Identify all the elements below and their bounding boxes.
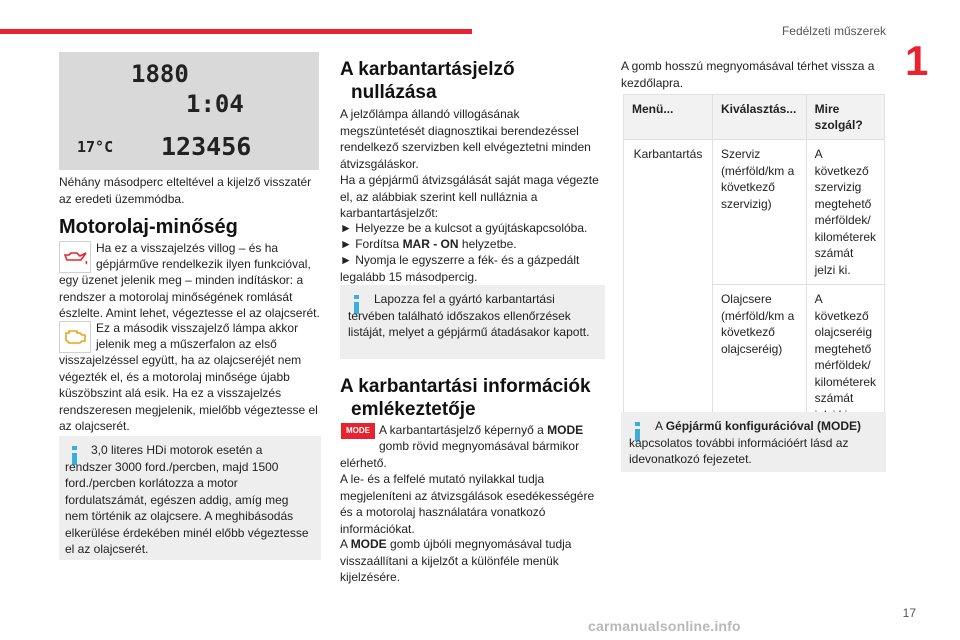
table-row xyxy=(624,140,885,285)
table-cell: A következő szervizig megtehető mérföldek/ kilométerek számát jelzi ki. xyxy=(806,140,884,285)
home-return-para: A gomb hosszú megnyomásával térhet vissza a kezdőlapra. xyxy=(621,59,875,90)
table-cell: A következő olajcseréig megtehető mérföldek/ kilométerek számát xyxy=(806,285,884,430)
info-vehicle-config-text xyxy=(629,418,877,468)
oil-para1-lead: Ha ez a visszajelzés villog – és ha xyxy=(96,241,279,255)
oil-para1-line2: gépjárműve rendelkezik ilyen funkcióval, xyxy=(96,257,311,271)
info-maintenance-text: Lapozza fel a gyártó karbantartási tervében található időszakos ellenőrzések listáját, melyet a gépjármű átadásakor kapott. xyxy=(348,292,590,339)
table-header-cell: Kiválasztás... xyxy=(712,95,806,140)
reset-step1: ► Helyezze be a kulcsot a gyújtáskapcsolóba. xyxy=(340,221,588,235)
reset-para2: Ha a gépjármű átvizsgálását saját maga végezte el, az alábbiak szerint kell nulláznia a karbantartásjelzőt: xyxy=(340,173,599,220)
info-box-maintenance-plan xyxy=(340,285,605,359)
reset-heading-line1: A karbantartásjelző xyxy=(340,59,515,80)
lcd-odometer: 123456 xyxy=(161,132,252,161)
chapter-number: 1 xyxy=(905,37,929,84)
mode-para2-rest: gomb újbóli megnyomásával tudja visszaállítani a kijelzőt a különféle menük kijelzésére. xyxy=(340,537,572,584)
lcd-top-value: 1880 xyxy=(131,60,189,88)
table-header-cell: Mire szolgál? xyxy=(806,95,884,140)
lcd-time: 1:04 xyxy=(186,90,244,118)
lcd-temperature: 17°C xyxy=(77,138,114,156)
info-hdi-text: 3,0 literes HDi motorok esetén a rendszer 3000 ford./percben, majd 1500 ford./percben korlátozza a motor fordulatszámát, egészen addig, amíg meg nem történik az olajcsere. A meghibásodás elkerülése érdekében minél előbb végeztesse el az olajcserét. xyxy=(65,443,309,556)
table-cell: Szerviz (mérföld/km a következő szervizig) xyxy=(712,140,806,285)
page-number: 17 xyxy=(902,606,916,620)
info-box-vehicle-config xyxy=(621,412,886,472)
mode-para2-bold: MODE xyxy=(350,537,387,551)
reset-para1: A jelzőlámpa állandó villogásának megszüntetését diagnosztikai berendezéssel rendelkező szervizben kell elvégeztetni minden átvizsgáláskor. xyxy=(340,107,591,171)
table-header-cell: Menü... xyxy=(624,95,713,140)
oil-para2-line2: jelenik meg a műszerfalon az első xyxy=(96,337,277,351)
mode-button-icon: MODE xyxy=(341,423,375,439)
reset-step2-pre: ► Fordítsa xyxy=(340,237,403,251)
reset-step2-post: helyzetbe. xyxy=(458,237,517,251)
oil-para2-lead: Ez a második visszajelző lámpa akkor xyxy=(96,321,299,335)
lcd-caption: Néhány másodperc elteltével a kijelző visszatér az eredeti üzemmódba. xyxy=(59,175,312,206)
mode-para-pre: A karbantartásjelző képernyő a xyxy=(379,423,548,437)
info-config-bold: Gépjármű konfigurációval (MODE) xyxy=(665,419,862,433)
table-header-row xyxy=(624,95,885,140)
instrument-display-image xyxy=(59,52,319,170)
reminder-heading-line1: A karbantartási információk xyxy=(340,376,591,397)
info-box-hdi xyxy=(59,436,321,560)
reminder-heading-line2: emlékeztetője xyxy=(351,399,476,420)
info-config-rest: kapcsolatos további információért lásd az idevonatkozó fejezetet. xyxy=(629,435,849,466)
mode-para-lead xyxy=(379,422,605,439)
menu-table xyxy=(623,94,885,430)
reset-step2 xyxy=(340,236,605,253)
mode-para2 xyxy=(340,536,605,586)
table-cell: Olajcsere (mérföld/km a következő olajcseréig) xyxy=(712,285,806,430)
reset-step3: ► Nyomja le egyszerre a fék- és a gázpedált legalább 15 másodpercig. xyxy=(340,253,580,284)
watermark: carmanualsonline.info xyxy=(588,618,741,634)
table-cell: Karbantartás xyxy=(624,140,713,430)
oil-can-icon xyxy=(59,241,91,273)
info-config-pre: A xyxy=(655,419,666,433)
mode-para-rest: gomb rövid megnyomásával bármikor elérhető. xyxy=(340,439,580,470)
oil-para2-rest: visszajelzéssel együtt, ha az olajcseréjét nem végezték el, és a motorolaj minősége újabb küszöbszint alá esik. Ha ez a visszajelzés rendszeresen megjelenik, mielőbb végeztesse el az olajcserét. xyxy=(59,353,318,433)
reset-heading-line2: nullázása xyxy=(351,82,437,103)
mode-para2-pre: A xyxy=(340,537,351,551)
mode-para-bold: MODE xyxy=(547,423,584,437)
reset-step2-bold: MAR - ON xyxy=(402,237,459,251)
section-title: Fedélzeti műszerek xyxy=(781,24,886,38)
engine-check-icon xyxy=(59,321,91,353)
oil-quality-heading: Motorolaj-minőség xyxy=(59,216,238,238)
header-accent-bar xyxy=(0,29,472,34)
oil-para1-rest: egy üzenet jelenik meg – minden indításkor: a rendszer a motorolaj minőségének romlását észlelte. Amint lehet, végeztesse el az olajcserét. xyxy=(59,273,320,320)
arrows-para: A le- és a felfelé mutató nyilakkal tudja megjeleníteni az átvizsgálások esedékességére és a motorolaj használatára vonatkozó információkat. xyxy=(340,472,595,536)
